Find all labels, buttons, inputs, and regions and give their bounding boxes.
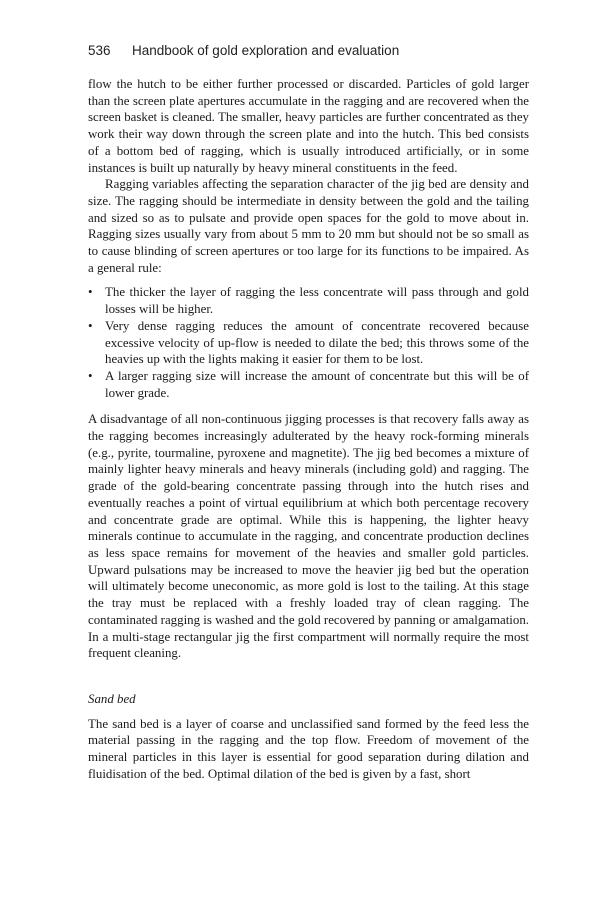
book-title: Handbook of gold exploration and evaluation bbox=[132, 43, 400, 58]
bullet-icon: • bbox=[88, 285, 93, 300]
list-item bbox=[88, 284, 529, 317]
list-item-text: The thicker the layer of ragging the less concentrate will pass through and gold losses will be higher. bbox=[105, 285, 529, 317]
page-body bbox=[88, 76, 529, 782]
bullet-icon: • bbox=[88, 368, 93, 383]
list-item-text: Very dense ragging reduces the amount of concentrate recovered because excessive velocity of up-flow is needed to dilate the bed; this throws some of the heavies up with the lights making it easier for them to be lost. bbox=[105, 318, 529, 367]
bullet-icon: • bbox=[88, 318, 93, 333]
list-item bbox=[88, 368, 529, 401]
list-item-text: A larger ragging size will increase the amount of concentrate but this will be of lower grade. bbox=[105, 368, 529, 400]
list-item bbox=[88, 318, 529, 368]
bullet-list bbox=[88, 284, 529, 401]
running-header bbox=[88, 43, 399, 58]
section-heading: Sand bed bbox=[88, 691, 136, 706]
paragraph-sand-bed: The sand bed is a layer of coarse and unclassified sand formed by the feed less the material passing in the ragging and the top flow. Freedom of movement of the mineral particles in this layer is essential for good separation during dilation and fluidisation of the bed. Optimal dilation of the bed is given by a fast, short bbox=[88, 716, 529, 781]
paragraph-disadvantage: A disadvantage of all non-continuous jigging processes is that recovery falls away as the ragging becomes increasingly adulterated by the heavy rock-forming minerals (e.g., pyrite, tourmaline, pyroxene and magnetite). The jig bed becomes a mixture of mainly lighter heavy minerals and heavy minerals (including gold) and ragging. The grade of the gold-bearing concentrate passing through into the hutch rises and eventually reaches a point of virtual equilibrium at which both percentage recovery and concentrate grade are optimal. While this is happening, the lighter heavy minerals continue to accumulate in the ragging, and concentrate production declines as less space remains for movement of the heavies and smaller gold particles. Upward pulsations may be increased to move the heavier jig bed but the operation will ultimately become uneconomic, as more gold is lost to the tailing. At this stage the tray must be replaced with a freshly loaded tray of clean ragging. The contaminated ragging is washed and the gold recovered by panning or amalgamation. In a multi-stage rectangular jig the first compartment will normally require the most frequent cleaning. bbox=[88, 412, 530, 661]
paragraph-ragging-variables: Ragging variables affecting the separation character of the jig bed are density and size. The ragging should be intermediate in density between the gold and the tailing and sized so as to pulsate and provide open spaces for the gold to move about in. Ragging sizes usually vary from about 5 mm to 20 mm but should not be so small as to cause blinding of screen apertures or too large for its functions to be impaired. As a general rule: bbox=[88, 177, 529, 275]
paragraph-continued: flow the hutch to be either further processed or discarded. Particles of gold larger than the screen plate apertures accumulate in the ragging and are recovered when the screen basket is cleaned. The smaller, heavy particles are further concentrated as they work their way down through the screen plate and into the hutch. This bed consists of a bottom bed of ragging, which is usually introduced artificially, or in some instances is built up naturally by heavy mineral constituents in the feed. bbox=[88, 77, 529, 175]
page-number: 536 bbox=[88, 43, 111, 58]
